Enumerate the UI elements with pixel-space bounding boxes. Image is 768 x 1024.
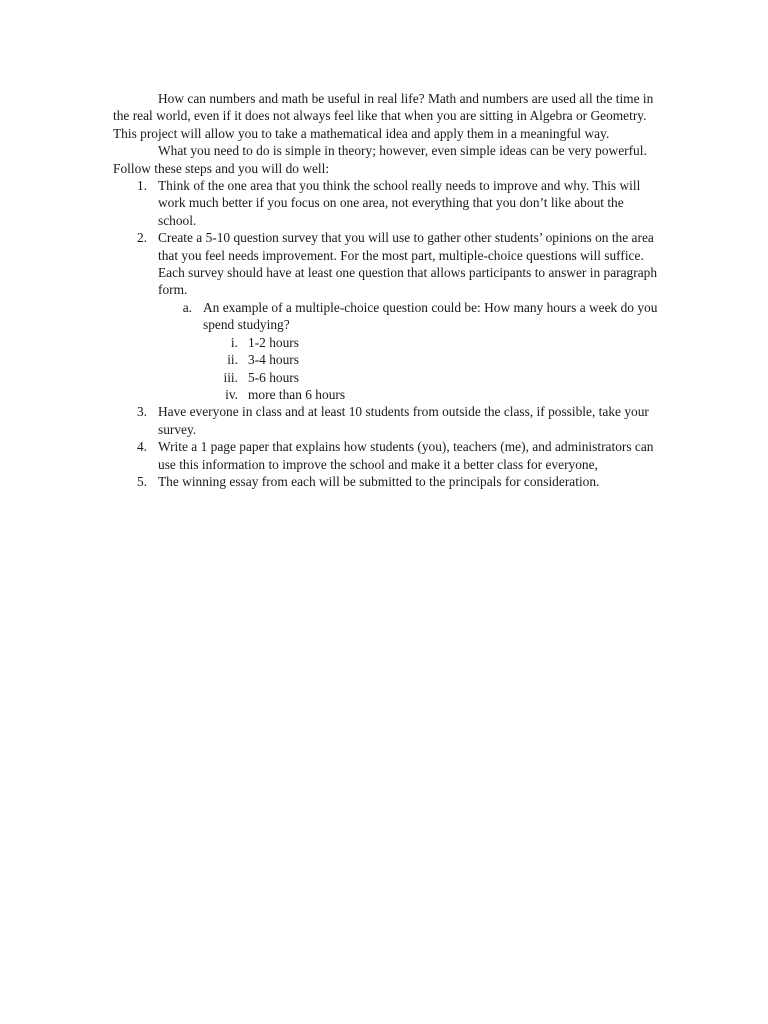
example-list xyxy=(158,299,658,403)
step-number: 2. xyxy=(136,230,147,246)
step-number: 4. xyxy=(136,439,147,455)
option-numeral: iv. xyxy=(225,386,238,402)
answer-option xyxy=(203,334,658,351)
answer-option xyxy=(203,386,658,403)
answer-options-list xyxy=(203,334,658,404)
option-text: 3-4 hours xyxy=(248,352,299,368)
step-text: The winning essay from each will be submitted to the principals for consideration. xyxy=(158,473,600,489)
example-question: An example of a multiple-choice question could be: How many hours a week do you spend studying? xyxy=(203,299,658,333)
step-text: Create a 5-10 question survey that you will use to gather other students’ opinions on the area that you feel needs improvement. For the most part, multiple-choice questions will suffice. Each survey should have at least one question that allows participants to answer in paragraph form. xyxy=(158,230,658,298)
step-number: 3. xyxy=(136,404,147,420)
step-item xyxy=(113,229,658,403)
example-letter: a. xyxy=(182,299,192,315)
answer-option xyxy=(203,351,658,368)
intro-paragraph: How can numbers and math be useful in real life? Math and numbers are used all the time in the real world, even if it does not always feel like that when you are sitting in Algebra or Geometry. This project will allow you to take a mathematical idea and apply them in a meaningful way. xyxy=(113,91,654,141)
step-text: Write a 1 page paper that explains how students (you), teachers (me), and administrators can use this information to improve the school and make it a better class for everyone, xyxy=(158,439,654,472)
step-text: Have everyone in class and at least 10 students from outside the class, if possible, take your survey. xyxy=(158,404,649,437)
instructions-paragraph: What you need to do is simple in theory; however, even simple ideas can be very powerful. Follow these steps and you will do well: xyxy=(113,143,647,176)
option-numeral: ii. xyxy=(227,352,238,368)
step-number: 5. xyxy=(136,473,147,489)
step-item xyxy=(113,177,658,229)
option-numeral: i. xyxy=(230,334,238,350)
step-item xyxy=(113,438,658,473)
step-number: 1. xyxy=(136,178,147,194)
example-item xyxy=(158,299,658,403)
answer-option xyxy=(203,369,658,386)
option-text: 1-2 hours xyxy=(248,334,299,350)
option-numeral: iii. xyxy=(223,369,238,385)
option-text: 5-6 hours xyxy=(248,369,299,385)
steps-list xyxy=(113,177,658,490)
step-item xyxy=(113,403,658,438)
step-text: Think of the one area that you think the school really needs to improve and why. This will work much better if you focus on one area, not everything that you don’t like about the school. xyxy=(158,178,641,228)
document-page xyxy=(113,90,658,490)
option-text: more than 6 hours xyxy=(248,386,346,402)
step-item xyxy=(113,473,658,490)
